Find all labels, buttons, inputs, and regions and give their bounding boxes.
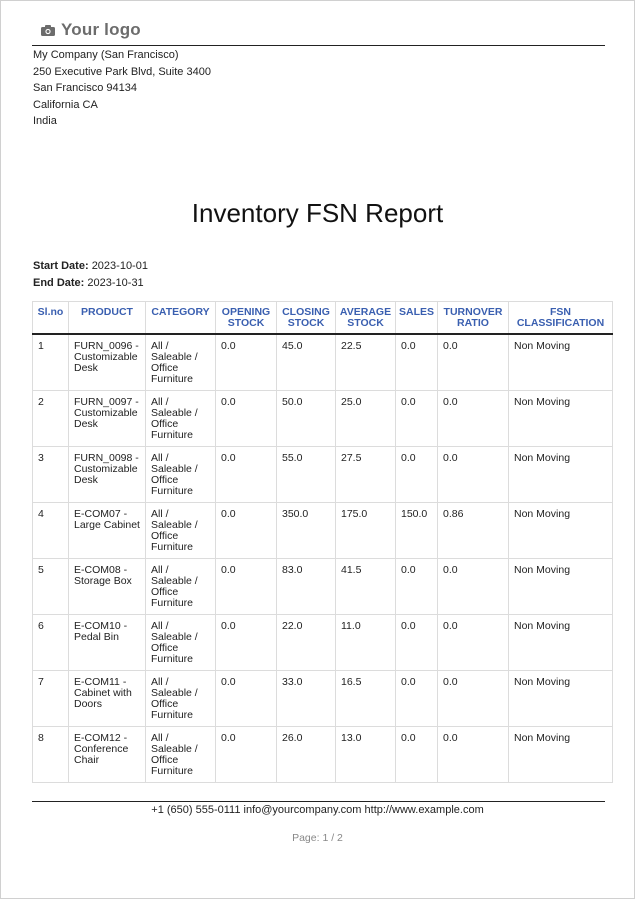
report-title: Inventory FSN Report: [191, 198, 444, 228]
cell-slno: 6: [33, 615, 69, 671]
cell-average-stock: 16.5: [336, 671, 396, 727]
cell-slno: 8: [33, 727, 69, 783]
cell-closing-stock: 33.0: [277, 671, 336, 727]
cell-average-stock: 13.0: [336, 727, 396, 783]
col-header-turnover-ratio: TURNOVER RATIO: [438, 302, 509, 335]
cell-opening-stock: 0.0: [216, 334, 277, 391]
header-divider: [32, 45, 605, 46]
cell-product: FURN_0098 - Customizable Desk: [69, 447, 146, 503]
cell-fsn-classification: Non Moving: [509, 391, 613, 447]
cell-average-stock: 25.0: [336, 391, 396, 447]
col-header-slno: Sl.no: [33, 302, 69, 335]
start-date-line: [33, 258, 148, 275]
col-header-sales: SALES: [396, 302, 438, 335]
cell-fsn-classification: Non Moving: [509, 727, 613, 783]
cell-sales: 0.0: [396, 447, 438, 503]
cell-product: E-COM10 - Pedal Bin: [69, 615, 146, 671]
col-header-closing-stock: CLOSING STOCK: [277, 302, 336, 335]
table-row: [33, 671, 613, 727]
cell-average-stock: 175.0: [336, 503, 396, 559]
cell-category: All / Saleable / Office Furniture: [146, 334, 216, 391]
table-row: [33, 334, 613, 391]
cell-category: All / Saleable / Office Furniture: [146, 391, 216, 447]
cell-closing-stock: 26.0: [277, 727, 336, 783]
cell-product: E-COM12 - Conference Chair: [69, 727, 146, 783]
cell-slno: 5: [33, 559, 69, 615]
cell-turnover-ratio: 0.0: [438, 447, 509, 503]
cell-closing-stock: 83.0: [277, 559, 336, 615]
cell-product: FURN_0096 - Customizable Desk: [69, 334, 146, 391]
cell-sales: 0.0: [396, 615, 438, 671]
address-line: My Company (San Francisco): [33, 49, 179, 61]
cell-fsn-classification: Non Moving: [509, 503, 613, 559]
cell-closing-stock: 55.0: [277, 447, 336, 503]
cell-fsn-classification: Non Moving: [509, 671, 613, 727]
cell-product: E-COM07 - Large Cabinet: [69, 503, 146, 559]
cell-opening-stock: 0.0: [216, 503, 277, 559]
table-row: [33, 727, 613, 783]
cell-category: All / Saleable / Office Furniture: [146, 727, 216, 783]
table-row: [33, 615, 613, 671]
end-date-line: [33, 275, 148, 292]
cell-category: All / Saleable / Office Furniture: [146, 447, 216, 503]
start-date-value: 2023-10-01: [91, 260, 148, 272]
cell-average-stock: 41.5: [336, 559, 396, 615]
cell-sales: 0.0: [396, 727, 438, 783]
cell-opening-stock: 0.0: [216, 615, 277, 671]
col-header-opening-stock: OPENING STOCK: [216, 302, 277, 335]
cell-turnover-ratio: 0.0: [438, 615, 509, 671]
cell-fsn-classification: Non Moving: [509, 615, 613, 671]
cell-turnover-ratio: 0.0: [438, 671, 509, 727]
col-header-category: CATEGORY: [146, 302, 216, 335]
table-row: [33, 447, 613, 503]
col-header-fsn-classification: FSN CLASSIFICATION: [509, 302, 613, 335]
col-header-product: PRODUCT: [69, 302, 146, 335]
table-row: [33, 391, 613, 447]
cell-product: E-COM08 - Storage Box: [69, 559, 146, 615]
cell-opening-stock: 0.0: [216, 559, 277, 615]
cell-closing-stock: 50.0: [277, 391, 336, 447]
footer-divider: [32, 801, 605, 802]
cell-opening-stock: 0.0: [216, 391, 277, 447]
cell-turnover-ratio: 0.0: [438, 727, 509, 783]
cell-slno: 2: [33, 391, 69, 447]
cell-turnover-ratio: 0.86: [438, 503, 509, 559]
cell-sales: 0.0: [396, 334, 438, 391]
cell-average-stock: 22.5: [336, 334, 396, 391]
cell-slno: 1: [33, 334, 69, 391]
table-row: [33, 559, 613, 615]
table-row: [33, 503, 613, 559]
cell-category: All / Saleable / Office Furniture: [146, 671, 216, 727]
end-date-value: 2023-10-31: [87, 277, 144, 289]
cell-product: FURN_0097 - Customizable Desk: [69, 391, 146, 447]
page-number: Page: 1 / 2: [292, 832, 343, 844]
footer-contact: +1 (650) 555-0111 info@yourcompany.com http://www.example.com: [151, 804, 484, 816]
cell-sales: 0.0: [396, 391, 438, 447]
cell-opening-stock: 0.0: [216, 671, 277, 727]
company-logo: [41, 20, 141, 40]
cell-turnover-ratio: 0.0: [438, 334, 509, 391]
cell-category: All / Saleable / Office Furniture: [146, 559, 216, 615]
cell-category: All / Saleable / Office Furniture: [146, 503, 216, 559]
cell-category: All / Saleable / Office Furniture: [146, 615, 216, 671]
cell-slno: 3: [33, 447, 69, 503]
cell-fsn-classification: Non Moving: [509, 334, 613, 391]
company-address: [33, 47, 211, 130]
cell-slno: 7: [33, 671, 69, 727]
cell-average-stock: 11.0: [336, 615, 396, 671]
cell-turnover-ratio: 0.0: [438, 559, 509, 615]
report-dates: [33, 258, 148, 292]
cell-sales: 150.0: [396, 503, 438, 559]
cell-fsn-classification: Non Moving: [509, 447, 613, 503]
end-date-label: End Date:: [33, 277, 85, 289]
logo-text: Your logo: [61, 20, 141, 39]
cell-turnover-ratio: 0.0: [438, 391, 509, 447]
cell-closing-stock: 350.0: [277, 503, 336, 559]
cell-opening-stock: 0.0: [216, 447, 277, 503]
cell-fsn-classification: Non Moving: [509, 559, 613, 615]
table-header-row: [33, 302, 613, 335]
cell-product: E-COM11 - Cabinet with Doors: [69, 671, 146, 727]
cell-closing-stock: 45.0: [277, 334, 336, 391]
address-line: 250 Executive Park Blvd, Suite 3400: [33, 65, 211, 78]
start-date-label: Start Date:: [33, 260, 89, 272]
col-header-average-stock: AVERAGE STOCK: [336, 302, 396, 335]
address-line: California CA: [33, 98, 98, 111]
cell-sales: 0.0: [396, 559, 438, 615]
cell-closing-stock: 22.0: [277, 615, 336, 671]
cell-average-stock: 27.5: [336, 447, 396, 503]
address-line: India: [33, 115, 57, 127]
fsn-table: [32, 301, 613, 783]
cell-opening-stock: 0.0: [216, 727, 277, 783]
cell-sales: 0.0: [396, 671, 438, 727]
camera-icon: [41, 25, 55, 36]
cell-slno: 4: [33, 503, 69, 559]
address-line: San Francisco 94134: [33, 82, 137, 94]
